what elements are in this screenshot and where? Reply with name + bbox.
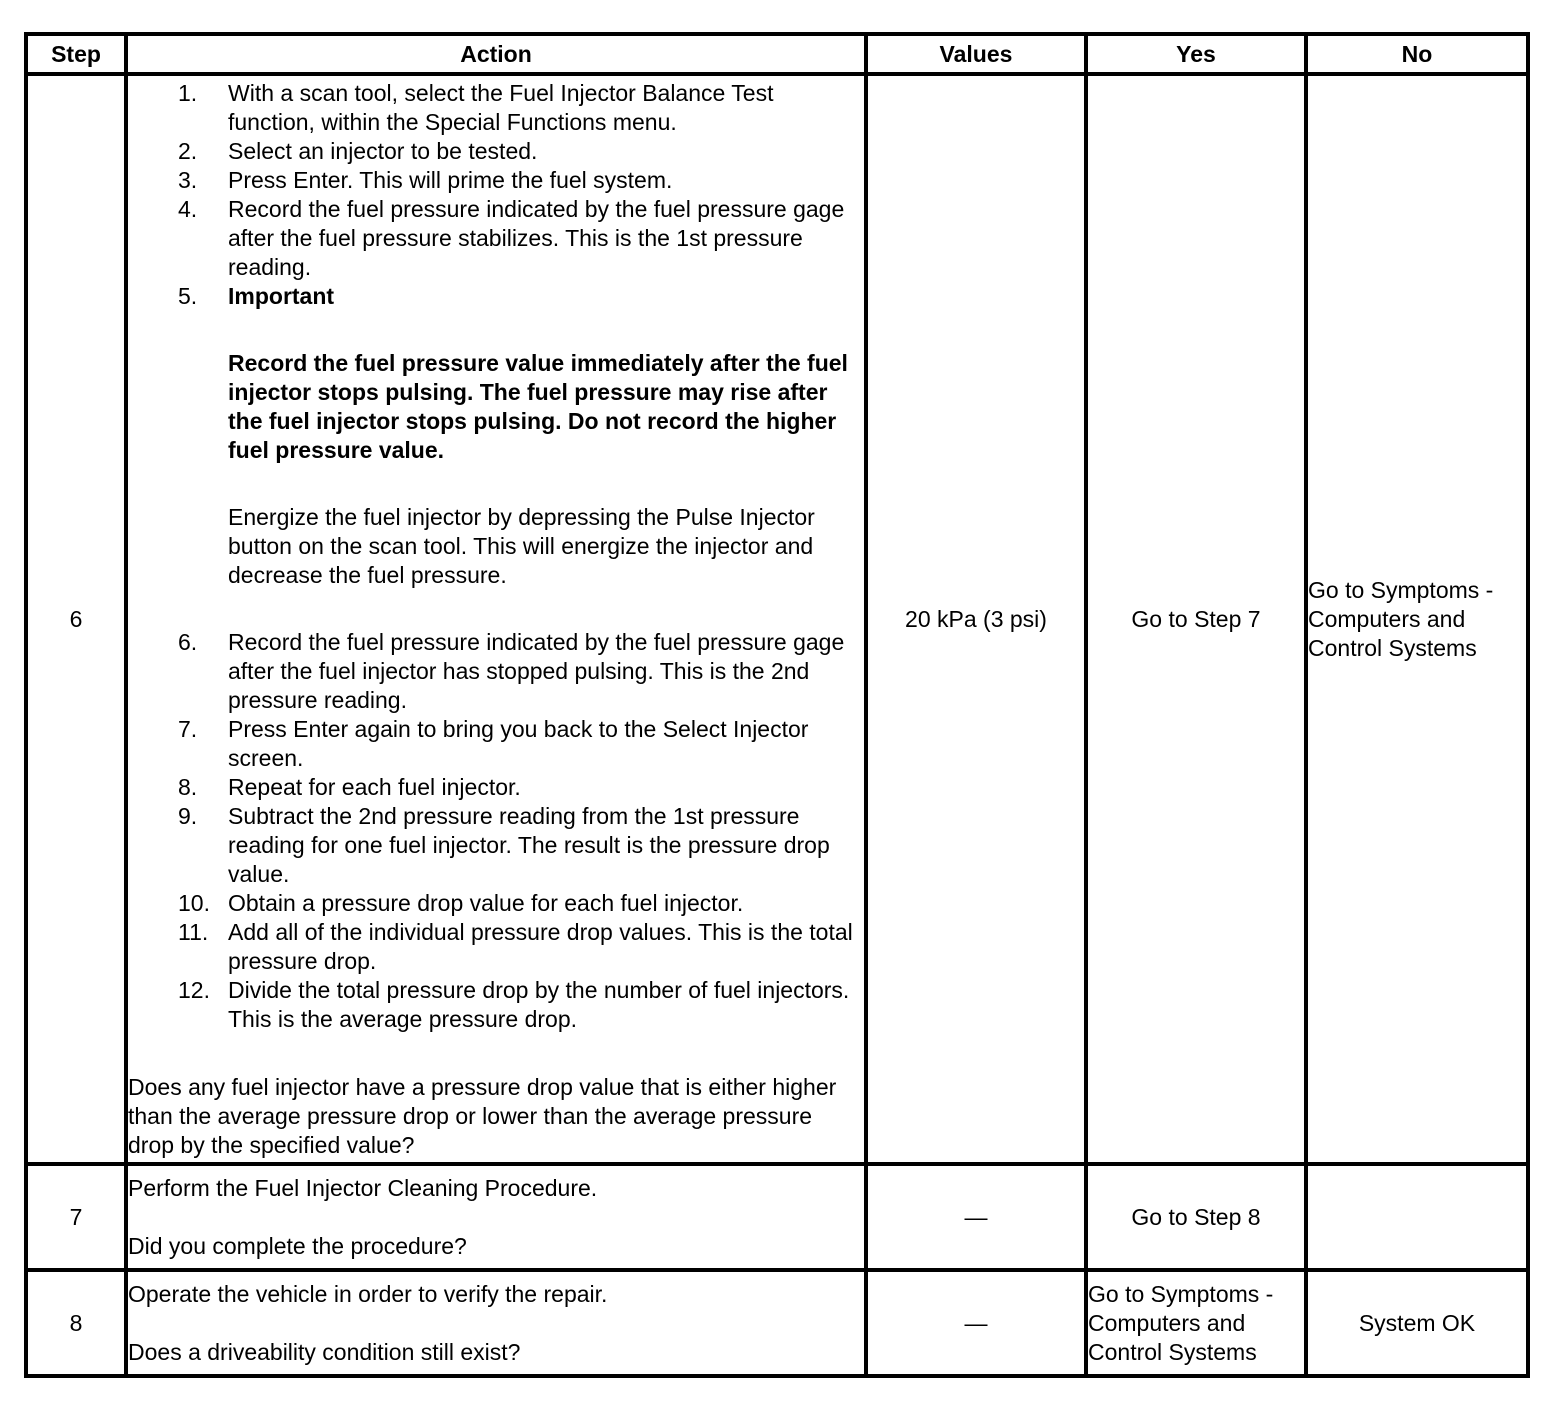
action-text: Operate the vehicle in order to verify the repair. (128, 1280, 608, 1307)
procedure-list (128, 79, 864, 1034)
item-number: 12. (178, 976, 210, 1003)
list-item (178, 773, 864, 802)
list-item (178, 918, 864, 976)
yes-cell[interactable]: Go to Symptoms - Computers and Control Systems (1086, 1270, 1306, 1376)
item-number: 9. (178, 802, 198, 829)
table-row-step-7 (26, 1164, 1528, 1270)
list-item (178, 889, 864, 918)
important-note: Record the fuel pressure value immediately after the fuel injector stops pulsing. The fuel pressure may rise after the fuel injector stops pulsing. Do not record the higher fuel pressure value. (228, 349, 848, 463)
list-item (178, 802, 864, 889)
item-text: Press Enter again to bring you back to the Select Injector screen. (228, 715, 809, 771)
item-number: 3. (178, 166, 198, 193)
list-item (178, 976, 864, 1034)
action-cell (126, 1164, 866, 1270)
step-question: Does any fuel injector have a pressure drop value that is either higher than the average pressure drop or lower than the average pressure drop by the specified value? (128, 1073, 837, 1158)
step-question: Did you complete the procedure? (128, 1232, 467, 1259)
value-cell: — (866, 1164, 1086, 1270)
item-number: 5. (178, 282, 198, 309)
header-step: Step (26, 34, 126, 74)
list-item (178, 137, 864, 166)
item-number: 1. (178, 79, 198, 106)
item-number: 2. (178, 137, 198, 164)
item-text: Repeat for each fuel injector. (228, 773, 521, 800)
important-heading: Important (228, 282, 335, 309)
item-number: 11. (178, 918, 209, 945)
item-text: Select an injector to be tested. (228, 137, 538, 164)
no-cell[interactable]: Go to Symptoms - Computers and Control Systems (1306, 74, 1528, 1164)
header-no: No (1306, 34, 1528, 74)
list-item (178, 195, 864, 282)
action-cell (126, 74, 866, 1164)
value-cell: 20 kPa (3 psi) (866, 74, 1086, 1164)
header-action: Action (126, 34, 866, 74)
list-item (178, 166, 864, 195)
yes-cell[interactable]: Go to Step 7 (1086, 74, 1306, 1164)
item-text: Add all of the individual pressure drop values. This is the total pressure drop. (228, 918, 853, 974)
step-question: Does a driveability condition still exist? (128, 1338, 521, 1365)
item-text: With a scan tool, select the Fuel Injector Balance Test function, within the Special Functions menu. (228, 79, 774, 135)
table-row-step-8 (26, 1270, 1528, 1376)
item-text: Subtract the 2nd pressure reading from the 1st pressure reading for one fuel injector. The result is the pressure drop value. (228, 802, 830, 887)
item-text: Divide the total pressure drop by the number of fuel injectors. This is the average pressure drop. (228, 976, 850, 1032)
item-number: 10. (178, 889, 210, 916)
value-cell: — (866, 1270, 1086, 1376)
list-item (178, 282, 864, 628)
item-number: 8. (178, 773, 198, 800)
table-row-step-6 (26, 74, 1528, 1164)
list-item (178, 715, 864, 773)
item-number: 7. (178, 715, 198, 742)
item-text: Press Enter. This will prime the fuel system. (228, 166, 673, 193)
header-values: Values (866, 34, 1086, 74)
list-item (178, 628, 864, 715)
item-text: Obtain a pressure drop value for each fuel injector. (228, 889, 744, 916)
item-number: 4. (178, 195, 198, 222)
action-cell (126, 1270, 866, 1376)
item-number: 6. (178, 628, 198, 655)
header-row (26, 34, 1528, 74)
item-text: Record the fuel pressure indicated by the fuel pressure gage after the fuel pressure stabilizes. This is the 1st pressure reading. (228, 195, 845, 280)
action-text: Perform the Fuel Injector Cleaning Procedure. (128, 1174, 598, 1201)
step-number: 7 (26, 1164, 126, 1270)
step-number: 6 (26, 74, 126, 1164)
no-cell: System OK (1306, 1270, 1528, 1376)
diagnostic-table (24, 32, 1530, 1378)
yes-cell[interactable]: Go to Step 8 (1086, 1164, 1306, 1270)
step-number: 8 (26, 1270, 126, 1376)
header-yes: Yes (1086, 34, 1306, 74)
item-text: Record the fuel pressure indicated by the fuel pressure gage after the fuel injector has stopped pulsing. This is the 2nd pressure reading. (228, 628, 845, 713)
list-item (178, 79, 864, 137)
no-cell (1306, 1164, 1528, 1270)
energize-instruction: Energize the fuel injector by depressing the Pulse Injector button on the scan tool. This will energize the injector and decrease the fuel pressure. (228, 503, 815, 588)
